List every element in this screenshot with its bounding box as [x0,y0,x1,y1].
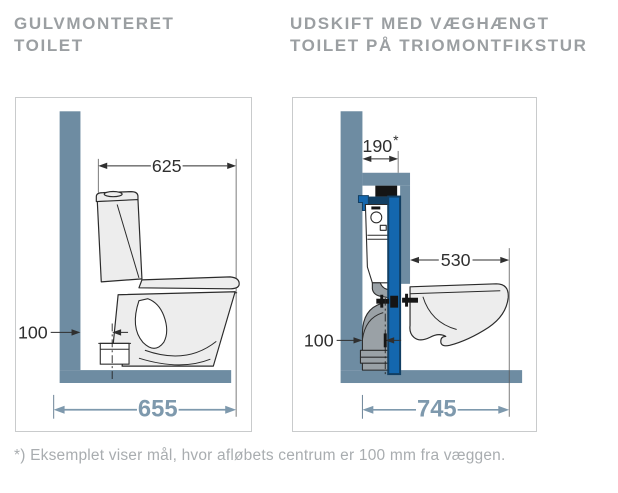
left-title-line1: GULVMONTERET [14,14,175,33]
wall-return [362,173,410,186]
right-diagram-title [290,13,588,57]
right-title-line2: TOILET PÅ TRIOMONTFIKSTUR [290,36,588,55]
fixture-front-panel [388,197,400,375]
dim-745-label: 745 [416,395,457,423]
seat [139,277,239,289]
wall-hung-toilet-diagram-frame [292,97,537,432]
wall-section [60,111,81,370]
dim-total-depth [54,395,236,423]
furring-wall-face [400,186,410,284]
dim-625-label: 625 [151,155,182,176]
floor-section [341,370,523,383]
floor-toilet-diagram-frame [15,97,252,432]
mounting-bolt [402,298,418,303]
dim-530-label: 530 [440,249,471,270]
bowl-body [113,292,235,366]
dim-fixture-depth [362,132,399,173]
fill-valve [371,212,382,223]
triomont-fixture [358,186,400,374]
footnote: *) Eksemplet viser mål, hvor afløbets centrum er 100 mm fra væggen. [14,447,506,464]
flush-button [104,192,122,197]
dim-190-footnote-star: * [393,131,399,148]
dim-total-depth [362,395,509,423]
pipe-hub [360,350,391,357]
wall-hung-toilet-drawing [293,98,536,431]
pipe-hub [360,357,391,363]
flush-plate [375,186,397,197]
floor-toilet-drawing [16,98,251,431]
wall-section [341,111,363,370]
dim-190-label: 190 [362,135,393,156]
left-title-line2: TOILET [14,36,84,55]
floor-section [60,370,232,383]
drain-box [100,343,129,364]
dim-100-label: 100 [303,330,334,351]
floor-toilet [96,192,239,380]
dim-655-label: 655 [137,395,178,423]
left-diagram-title [14,13,175,57]
right-title-line1: UDSKIFT MED VÆGHÆNGT [290,14,550,33]
dim-100-label: 100 [17,322,48,343]
